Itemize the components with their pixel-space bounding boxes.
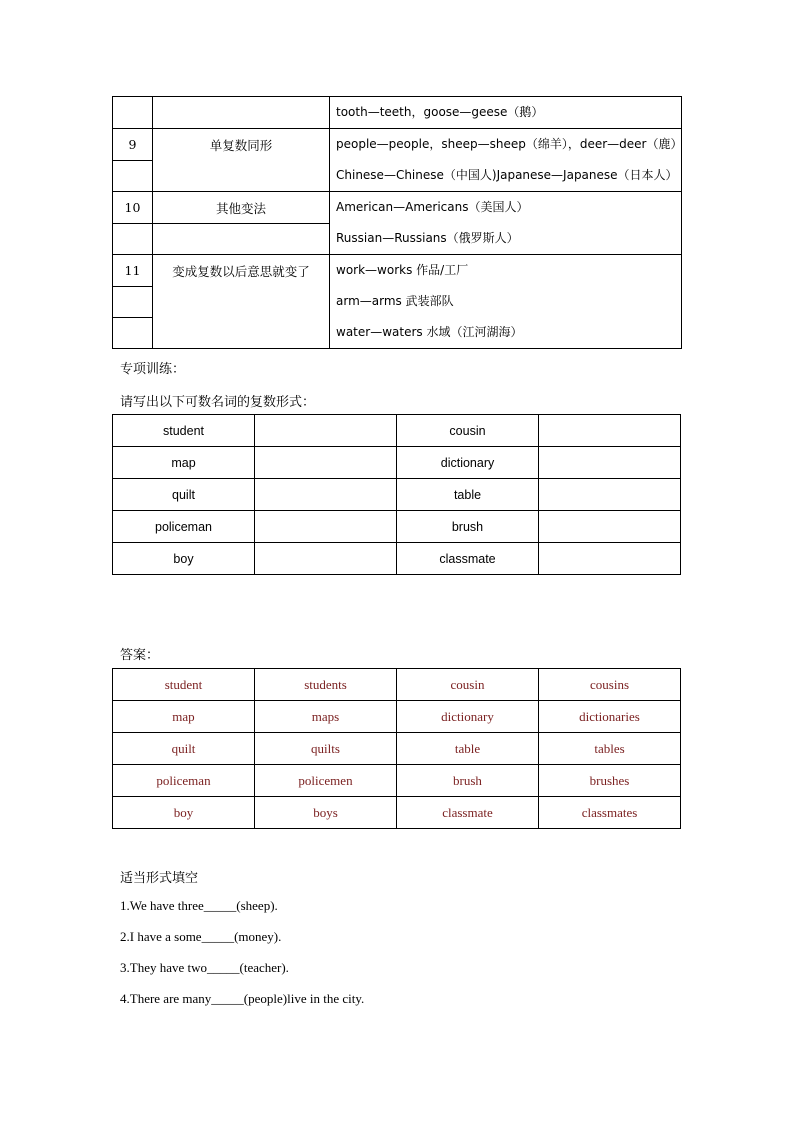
example-line: tooth—teeth，goose—geese（鹅） <box>336 105 544 119</box>
noun-cell: policeman <box>113 511 255 543</box>
noun-cell: brush <box>397 511 539 543</box>
answer-cell: brushes <box>539 765 681 797</box>
table-row <box>113 669 681 701</box>
rule-examples <box>330 129 682 192</box>
answer-cell: student <box>113 669 255 701</box>
question-3: 3.They have two_____(teacher). <box>120 960 289 975</box>
answer-blank[interactable] <box>255 479 397 511</box>
answer-blank[interactable] <box>255 447 397 479</box>
answers-heading: 答案： <box>120 648 160 663</box>
answer-cell: maps <box>255 701 397 733</box>
answer-blank[interactable] <box>255 543 397 575</box>
noun-cell: dictionary <box>397 447 539 479</box>
rule-name: 单复数同形 <box>153 129 330 192</box>
noun-cell: table <box>397 479 539 511</box>
table-row <box>113 447 681 479</box>
answer-cell: quilts <box>255 733 397 765</box>
practice-heading: 专项训练： <box>120 362 186 377</box>
fill-in-heading: 适当形式填空 <box>120 871 199 886</box>
answer-cell: students <box>255 669 397 701</box>
answer-cell: table <box>397 733 539 765</box>
answer-blank[interactable] <box>539 511 681 543</box>
rule-number: 9 <box>113 129 153 161</box>
answer-cell: boys <box>255 797 397 829</box>
rule-number <box>113 97 153 129</box>
answer-blank[interactable] <box>539 479 681 511</box>
answer-cell: cousin <box>397 669 539 701</box>
table-row <box>113 797 681 829</box>
rule-number-empty <box>113 160 153 192</box>
rule-examples <box>330 255 682 349</box>
answer-blank[interactable] <box>255 511 397 543</box>
rules-row <box>113 97 682 129</box>
rules-row <box>113 129 682 161</box>
noun-cell: student <box>113 415 255 447</box>
table-row <box>113 765 681 797</box>
example-line: work—works 作品/工厂 <box>336 263 469 277</box>
answer-cell: map <box>113 701 255 733</box>
question-2: 2.I have a some_____(money). <box>120 929 282 944</box>
noun-cell: quilt <box>113 479 255 511</box>
noun-cell: classmate <box>397 543 539 575</box>
answer-cell: dictionaries <box>539 701 681 733</box>
answer-cell: tables <box>539 733 681 765</box>
example-line: American—Americans（美国人） <box>336 200 529 214</box>
table-row <box>113 543 681 575</box>
answer-blank[interactable] <box>539 415 681 447</box>
rule-examples <box>330 192 682 255</box>
noun-cell: cousin <box>397 415 539 447</box>
answer-blank[interactable] <box>539 543 681 575</box>
example-line: people—people，sheep—sheep（绵羊），deer—deer（鹿） <box>336 137 683 151</box>
table-row <box>113 701 681 733</box>
table-row <box>113 511 681 543</box>
rule-examples <box>330 97 682 129</box>
table-row <box>113 415 681 447</box>
answer-cell: policemen <box>255 765 397 797</box>
answer-cell: cousins <box>539 669 681 701</box>
rule-name-empty <box>153 224 330 255</box>
answer-cell: classmate <box>397 797 539 829</box>
rule-number-empty <box>113 318 153 349</box>
rules-row <box>113 255 682 287</box>
answer-cell: classmates <box>539 797 681 829</box>
question-1: 1.We have three_____(sheep). <box>120 898 278 913</box>
answer-blank[interactable] <box>539 447 681 479</box>
rule-number: 11 <box>113 255 153 287</box>
rule-number: 10 <box>113 192 153 224</box>
rule-name: 变成复数以后意思就变了 <box>153 255 330 349</box>
noun-cell: map <box>113 447 255 479</box>
example-line: arm—arms 武装部队 <box>336 294 454 308</box>
answers-table <box>112 668 681 829</box>
answer-blank[interactable] <box>255 415 397 447</box>
practice-instruction: 请写出以下可数名词的复数形式： <box>120 395 316 410</box>
example-line: Russian—Russians（俄罗斯人） <box>336 231 519 245</box>
answer-cell: dictionary <box>397 701 539 733</box>
rule-number-empty <box>113 287 153 318</box>
rules-row <box>113 192 682 224</box>
answer-cell: brush <box>397 765 539 797</box>
rule-number-empty <box>113 224 153 255</box>
practice-table <box>112 414 681 575</box>
example-line: water—waters 水域（江河湖海） <box>336 325 523 339</box>
answer-cell: boy <box>113 797 255 829</box>
rule-name <box>153 97 330 129</box>
answer-cell: policeman <box>113 765 255 797</box>
plural-rules-table <box>112 96 682 349</box>
table-row <box>113 479 681 511</box>
question-4: 4.There are many_____(people)live in the city. <box>120 991 365 1006</box>
table-row <box>113 733 681 765</box>
answer-cell: quilt <box>113 733 255 765</box>
example-line: Chinese—Chinese（中国人)Japanese—Japanese（日本人） <box>336 168 678 182</box>
rule-name: 其他变法 <box>153 192 330 224</box>
noun-cell: boy <box>113 543 255 575</box>
